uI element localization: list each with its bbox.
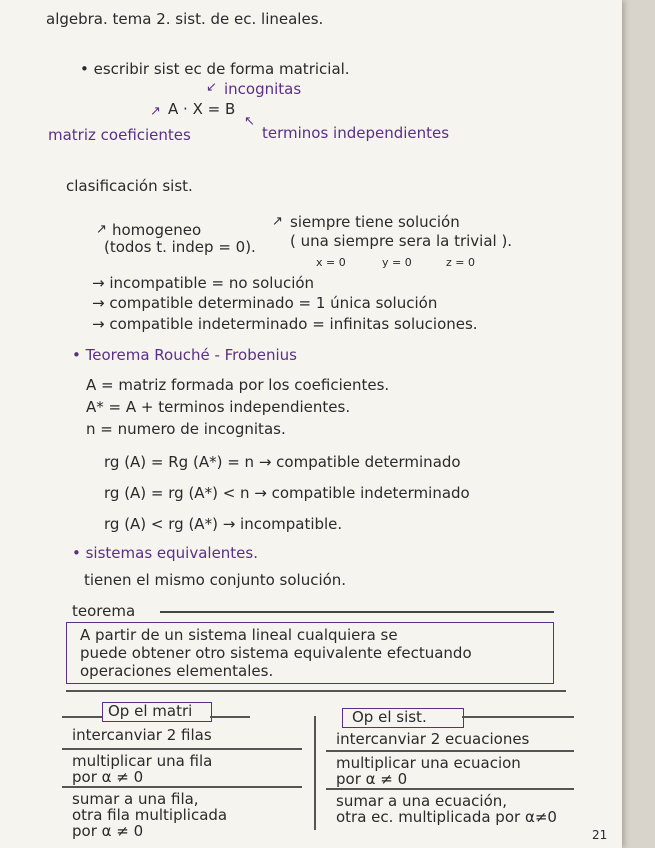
left-row-1-line-1: intercanviar 2 filas <box>72 726 212 744</box>
theorem-top-line <box>160 611 554 613</box>
unknowns-arrow-icon: ↙ <box>206 80 217 95</box>
right-header: Op el sist. <box>352 708 427 726</box>
theorem-bottom-line <box>66 690 566 692</box>
left-row-3-line-2: otra fila multiplicada <box>72 806 228 824</box>
page-number: 21 <box>592 828 608 842</box>
coef-label: matriz coeficientes <box>48 126 191 144</box>
always-arrow-icon: ↗ <box>272 214 283 229</box>
indep-label: terminos independientes <box>262 124 450 142</box>
right-row-3-line-1: sumar a una ecuación, <box>336 792 508 810</box>
coef-arrow-icon: ↗ <box>150 104 161 119</box>
homogeneous: homogeneo <box>112 221 202 239</box>
right-row-sep-2 <box>326 788 574 790</box>
equivalent-title: • sistemas equivalentes. <box>72 544 258 562</box>
matrix-form-bullet: • escribir sist ec de forma matricial. <box>80 60 350 78</box>
theorem-label: teorema <box>72 602 136 620</box>
rouche-title: • Teorema Rouché - Frobenius <box>72 346 297 364</box>
trivial-note: ( una siempre sera la trivial ). <box>290 232 513 250</box>
compatible-undetermined: → compatible indeterminado = infinitas soluciones. <box>92 315 478 333</box>
trivial-y: y = 0 <box>382 256 412 269</box>
rouche-def-n: n = numero de incognitas. <box>86 420 286 438</box>
table-center-divider <box>314 716 316 830</box>
rouche-def-a: A = matriz formada por los coeficientes. <box>86 376 390 394</box>
unknowns-label: incognitas <box>224 80 302 98</box>
right-row-1-line-1: intercanviar 2 ecuaciones <box>336 730 530 748</box>
left-row-sep-2 <box>62 786 302 788</box>
page-title: algebra. tema 2. sist. de ec. lineales. <box>46 10 324 28</box>
left-header: Op el matri <box>108 702 193 720</box>
homog-arrow-icon: ↗ <box>96 222 107 237</box>
table-top-right-line <box>462 716 574 718</box>
left-row-3-line-3: por α ≠ 0 <box>72 822 144 840</box>
always-solution: siempre tiene solución <box>290 213 460 231</box>
rouche-def-astar: A* = A + terminos independientes. <box>86 398 351 416</box>
table-top-mid-line <box>210 716 250 718</box>
right-row-2-line-1: multiplicar una ecuacion <box>336 754 521 772</box>
left-row-2-line-1: multiplicar una fila <box>72 752 213 770</box>
trivial-x: x = 0 <box>316 256 346 269</box>
theorem-line-1: A partir de un sistema lineal cualquiera se <box>80 626 398 644</box>
rouche-rule-3: rg (A) < rg (A*) → incompatible. <box>104 515 343 533</box>
indep-arrow-icon: ↖ <box>244 114 255 129</box>
incompatible: → incompatible = no solución <box>92 274 315 292</box>
equivalent-desc: tienen el mismo conjunto solución. <box>84 571 347 589</box>
left-row-3-line-1: sumar a una fila, <box>72 790 199 808</box>
right-row-2-line-2: por α ≠ 0 <box>336 770 408 788</box>
compatible-determined: → compatible determinado = 1 única solución <box>92 294 438 312</box>
homogeneous-note: (todos t. indep = 0). <box>104 238 256 256</box>
table-top-left-line <box>62 716 102 718</box>
classification-title: clasificación sist. <box>66 177 193 195</box>
theorem-line-3: operaciones elementales. <box>80 662 274 680</box>
theorem-line-2: puede obtener otro sistema equivalente efectuando <box>80 644 472 662</box>
left-row-2-line-2: por α ≠ 0 <box>72 768 144 786</box>
matrix-equation: A · X = B <box>168 100 236 118</box>
right-row-3-line-2: otra ec. multiplicada por α≠0 <box>336 808 557 826</box>
right-row-sep-1 <box>326 750 574 752</box>
left-row-sep-1 <box>62 748 302 750</box>
rouche-rule-1: rg (A) = Rg (A*) = n → compatible determinado <box>104 453 461 471</box>
trivial-z: z = 0 <box>446 256 475 269</box>
rouche-rule-2: rg (A) = rg (A*) < n → compatible indeterminado <box>104 484 470 502</box>
